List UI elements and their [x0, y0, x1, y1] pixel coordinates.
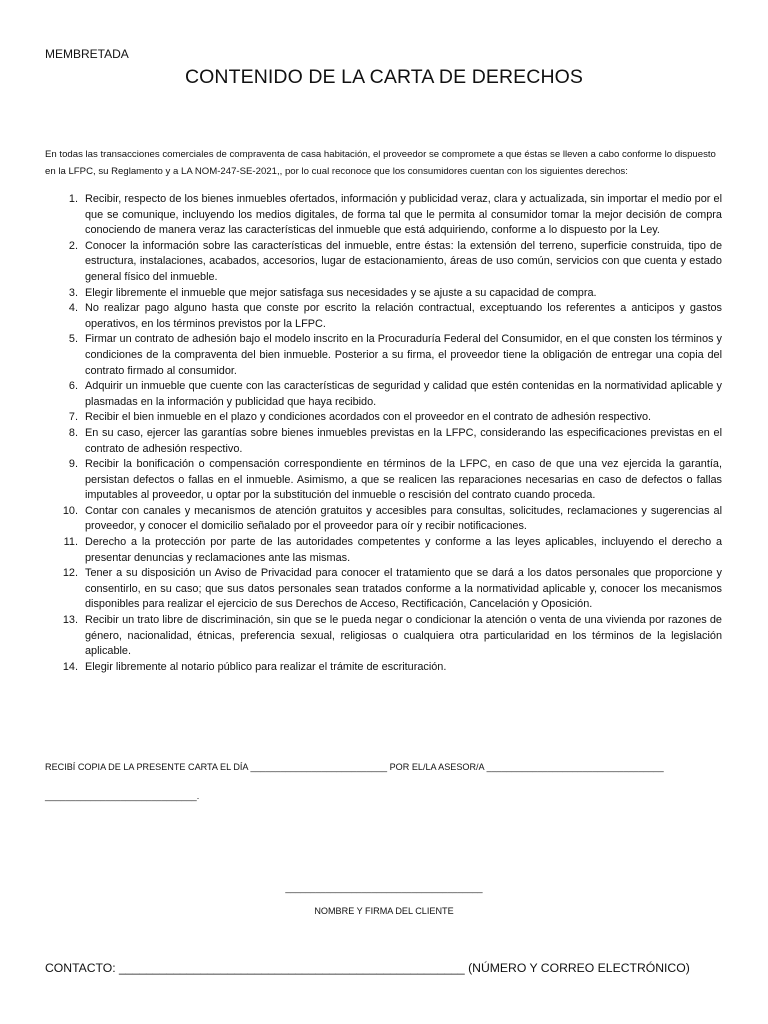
- right-text: Firmar un contrato de adhesión bajo el modelo inscrito en la Procuraduría Federal del Consumidor, en el que consten los términos y condiciones de la compraventa del bien inmueble. Posterior a su firma, el proveedor tiene la obligación de entregar una copia del contrato firmado al consumidor.: [85, 333, 722, 377]
- right-text: Derecho a la protección por parte de las autoridades competentes y conforme a las leyes aplicables, incluyendo el derecho a presentar denuncias y reclamaciones ante las mismas.: [85, 536, 722, 564]
- right-item: [45, 660, 722, 676]
- right-text: Recibir un trato libre de discriminación, sin que se le pueda negar o condicionar la atención o venta de una vivienda por razones de género, nacionalidad, étnicas, preferencia sexual, religiosas o cualquiera otra particularidad en los términos de la legislación aplicable.: [85, 614, 722, 658]
- rights-list: [45, 192, 722, 675]
- right-number: 10.: [62, 504, 78, 517]
- receipt-line-continuation: ______________________________.: [45, 791, 200, 801]
- right-text: En su caso, ejercer las garantías sobre bienes inmuebles previstas en la LFPC, considerando las especificaciones previstas en el contrato de adhesión respectivo.: [85, 426, 722, 455]
- right-number: 2.: [68, 239, 78, 252]
- client-signature-line: _______________________________________: [285, 883, 483, 893]
- right-item: [45, 535, 722, 566]
- right-text: Recibir el bien inmueble en el plazo y condiciones acordados con el proveedor en el contrato de adhesión respectivo.: [85, 411, 652, 424]
- right-item: [45, 426, 722, 457]
- right-item: [45, 566, 722, 613]
- right-text: Elegir libremente el inmueble que mejor satisfaga sus necesidades y se ajuste a su capacidad de compra.: [85, 286, 597, 299]
- letterhead-placeholder: MEMBRETADA: [45, 47, 129, 61]
- right-text: Tener a su disposición un Aviso de Privacidad para conocer el tratamiento que se dará a los datos personales que proporcione y consentirlo, en su caso; que sus datos personales sean tratados conforme a la normatividad aplicable y, conocer los mecanismos disponibles para realizar el ejercicio de sus Derechos de Acceso, Rectificación, Cancelación y Oposición.: [85, 567, 722, 611]
- right-item: [45, 379, 722, 410]
- receipt-date-advisor-line: RECIBÍ COPIA DE LA PRESENTE CARTA EL DÍA ___________________________ POR EL/LA ASESOR/A ___________________________________: [45, 762, 664, 772]
- document-title: CONTENIDO DE LA CARTA DE DERECHOS: [184, 66, 584, 88]
- right-number: 6.: [68, 380, 78, 393]
- intro-paragraph: En todas las transacciones comerciales de compraventa de casa habitación, el proveedor se compromete a que éstas se lleven a cabo conforme lo dispuesto en la LFPC, su Reglamento y a LA NOM-247-SE-2021,, por lo cual reconoce que los consumidores cuentan con los siguientes derechos:: [45, 149, 716, 177]
- right-text: Elegir libremente al notario público para realizar el trámite de escrituración.: [85, 660, 447, 673]
- right-item: [45, 504, 722, 535]
- right-number: 11.: [63, 536, 78, 549]
- right-text: No realizar pago alguno hasta que conste por escrito la relación contractual, exceptuando los referentes a anticipos y gastos operativos, en los términos previstos por la LFPC.: [85, 302, 722, 330]
- right-item: [45, 613, 722, 660]
- right-number: 3.: [68, 286, 78, 299]
- right-number: 7.: [68, 411, 78, 424]
- right-item: [45, 410, 722, 426]
- right-item: [45, 332, 722, 379]
- right-item: [45, 286, 722, 302]
- client-signature-label: NOMBRE Y FIRMA DEL CLIENTE: [314, 906, 454, 916]
- right-number: 14.: [62, 660, 78, 673]
- right-item: [45, 192, 722, 239]
- right-number: 13.: [62, 614, 78, 627]
- right-number: 5.: [68, 333, 78, 346]
- contact-line: CONTACTO: ___________________________________________________ (NÚMERO Y CORREO ELECTRÓNICO): [45, 961, 690, 975]
- right-text: Adquirir un inmueble que cuente con las características de seguridad y calidad que estén contenidas en la normatividad aplicable y plasmadas en la información y publicidad que haya recibido.: [85, 380, 722, 408]
- right-text: Recibir, respecto de los bienes inmuebles ofertados, información y publicidad veraz, clara y actualizada, sin importar el medio por el que se comunique, incluyendo los medios digitales, de forma tal que le permita al consumidor tomar la mejor decisión de compra conociendo de manera veraz las características del inmueble que está adquiriendo, conforme a lo dispuesto por la Ley.: [85, 193, 722, 237]
- right-text: Recibir la bonificación o compensación correspondiente en términos de la LFPC, en caso de que una vez ejercida la garantía, persistan defectos o fallas en el inmueble. Asimismo, a que se realicen las reparaciones necesarias en caso de defectos o fallas imputables al proveedor, u optar por la substitución del inmueble o rescisión del contrato cuando proceda.: [85, 458, 722, 502]
- right-number: 1.: [68, 193, 78, 205]
- right-number: 12.: [62, 567, 78, 580]
- right-item: [45, 301, 722, 332]
- right-number: 9.: [68, 458, 78, 471]
- right-number: 4.: [68, 302, 78, 315]
- right-item: [45, 457, 722, 504]
- right-item: [45, 239, 722, 286]
- right-number: 8.: [68, 426, 78, 439]
- right-text: Contar con canales y mecanismos de atención gratuitos y accesibles para consultas, solicitudes, reclamaciones y sugerencias al proveedor, y conocer el domicilio señalado por el proveedor para oír y recibir notificaciones.: [85, 504, 722, 533]
- right-text: Conocer la información sobre las características del inmueble, entre éstas: la extensión del terreno, superficie construida, tipo de estructura, instalaciones, acabados, accesorios, lugar de estacionamiento, áreas de uso común, servicios con que cuenta y estado general físico del inmueble.: [85, 239, 722, 283]
